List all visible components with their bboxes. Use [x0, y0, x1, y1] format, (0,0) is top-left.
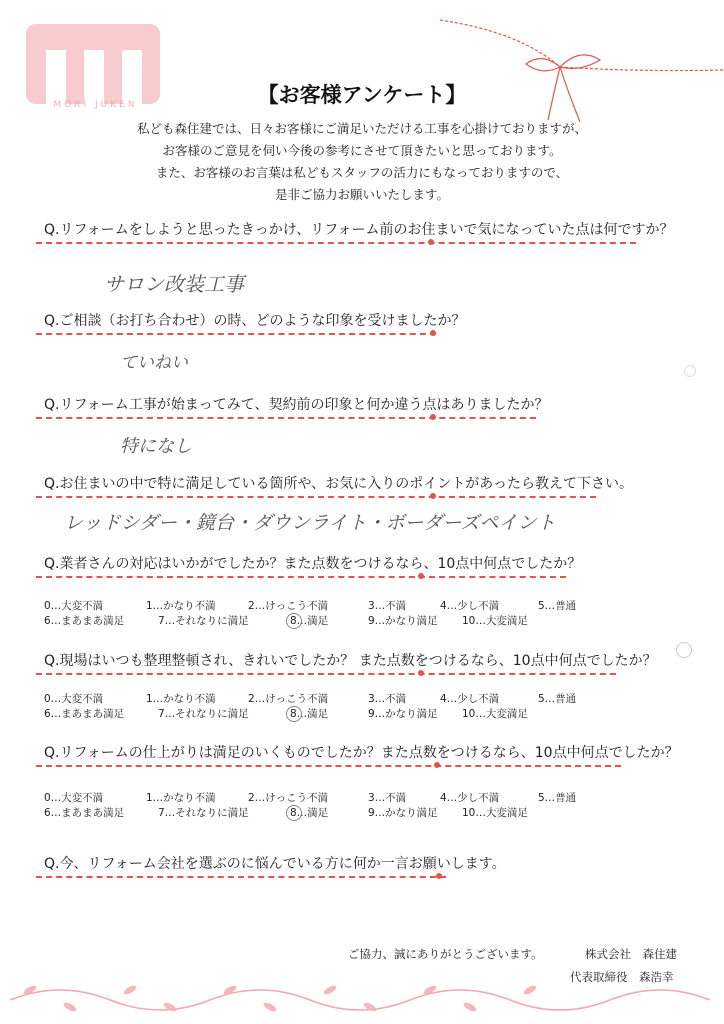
intro-line: 私ども森住建では、日々お客様にご満足いただける工事を心掛けておりますが、: [136, 121, 587, 136]
score-option: 5…普通: [538, 600, 577, 612]
question-6: Q.現場はいつも整理整頓され、きれいでしたか？ また点数をつけるなら、10点中何点でしたか？: [44, 653, 657, 669]
question-4: Q.お住まいの中で特に満足している箇所や、お気に入りのポイントがあったら教えて下さい。: [44, 476, 634, 492]
score-option: 2…けっこう不満: [248, 693, 329, 705]
page-title: 【お客様アンケート】: [257, 83, 467, 107]
question-2: Q.ご相談（お打ち合わせ）の時、どのような印象を受けましたか？: [44, 313, 466, 329]
underline-dot: [430, 330, 436, 336]
score-option: 8…満足: [290, 615, 329, 627]
question-1: Q.リフォームをしようと思ったきっかけ、リフォーム前のお住まいで気になっていた点は何ですか？: [44, 222, 674, 238]
score-option: 7…それなりに満足: [158, 708, 249, 720]
intro-line: また、お客様のお言葉は私どもスタッフの活力にもなっておりますので、: [155, 165, 569, 180]
underline-dot: [418, 670, 424, 676]
intro-line: 是非ご協力お願いいたします。: [274, 187, 449, 202]
score-option: 6…まあまあ満足: [44, 807, 125, 819]
score-option: 1…かなり不満: [146, 792, 216, 804]
underline-dot: [434, 762, 440, 768]
score-option: 2…けっこう不満: [248, 600, 329, 612]
score-option: 7…それなりに満足: [158, 807, 249, 819]
question-7: Q.リフォームの仕上がりは満足のいくものでしたか？また点数をつけるなら、10点中何点でしたか？: [44, 745, 679, 761]
answer-4: レッドシダー・鏡台・ダウンライト・ボーダーズペイント: [64, 512, 556, 534]
score-option: 10…大変満足: [462, 615, 528, 627]
question-5: Q.業者さんの対応はいかがでしたか？また点数をつけるなら、10点中何点でしたか？: [44, 556, 582, 572]
thanks-message: ご協力、誠にありがとうございます。: [348, 947, 543, 961]
representative-name: 代表取締役 森浩幸: [570, 970, 674, 984]
score-option: 10…大変満足: [462, 708, 528, 720]
dashed-underline: [36, 333, 436, 335]
dashed-underline: [36, 496, 596, 498]
score-option: 4…少し不満: [440, 600, 500, 612]
score-option: 6…まあまあ満足: [44, 615, 125, 627]
score-option: 9…かなり満足: [368, 807, 438, 819]
question-8: Q.今、リフォーム会社を選ぶのに悩んでいる方に何か一言お願いします。: [44, 856, 506, 872]
intro-line: お客様のご意見を伺い今後の参考にさせて頂きたいと思っております。: [162, 143, 562, 158]
punch-hole-mark: [684, 365, 696, 377]
score-option: 5…普通: [538, 792, 577, 804]
score-option: 0…大変不満: [44, 600, 104, 612]
answer-3: 特になし: [120, 436, 192, 457]
score-option: 3…不満: [368, 792, 407, 804]
company-name: 株式会社 森住建: [585, 947, 677, 961]
score-option: 4…少し不満: [440, 693, 500, 705]
score-option: 9…かなり満足: [368, 615, 438, 627]
score-option: 0…大変不満: [44, 792, 104, 804]
score-option: 7…それなりに満足: [158, 615, 249, 627]
score-option: 4…少し不満: [440, 792, 500, 804]
answer-2: ていねい: [120, 353, 188, 373]
underline-dot: [430, 414, 436, 420]
ribbon-decoration: [430, 12, 724, 132]
dashed-underline: [36, 765, 621, 767]
score-option: 5…普通: [538, 693, 577, 705]
score-option: 6…まあまあ満足: [44, 708, 125, 720]
underline-dot: [428, 239, 434, 245]
selected-score-circle: [286, 706, 302, 722]
score-option: 1…かなり不満: [146, 693, 216, 705]
selected-score-circle: [286, 613, 302, 629]
dashed-underline: [36, 417, 536, 419]
score-option: 10…大変満足: [462, 807, 528, 819]
dashed-underline: [36, 242, 636, 244]
answer-1: サロン改装工事: [104, 272, 244, 296]
dashed-underline: [36, 576, 566, 578]
logo-wordmark: MORI JUKEN: [53, 100, 138, 110]
punch-hole-mark: [676, 642, 692, 658]
vine-decoration: [0, 965, 724, 1024]
underline-dot: [436, 873, 442, 879]
score-option: 0…大変不満: [44, 693, 104, 705]
question-3: Q.リフォーム工事が始まってみて、契約前の印象と何か違う点はありましたか？: [44, 397, 549, 413]
score-option: 2…けっこう不満: [248, 792, 329, 804]
dashed-underline: [36, 876, 446, 878]
score-option: 8…満足: [290, 807, 329, 819]
underline-dot: [418, 573, 424, 579]
selected-score-circle: [286, 805, 302, 821]
underline-dot: [430, 493, 436, 499]
score-option: 1…かなり不満: [146, 600, 216, 612]
score-option: 9…かなり満足: [368, 708, 438, 720]
dashed-underline: [36, 673, 616, 675]
score-option: 3…不満: [368, 600, 407, 612]
score-option: 3…不満: [368, 693, 407, 705]
score-option: 8…満足: [290, 708, 329, 720]
